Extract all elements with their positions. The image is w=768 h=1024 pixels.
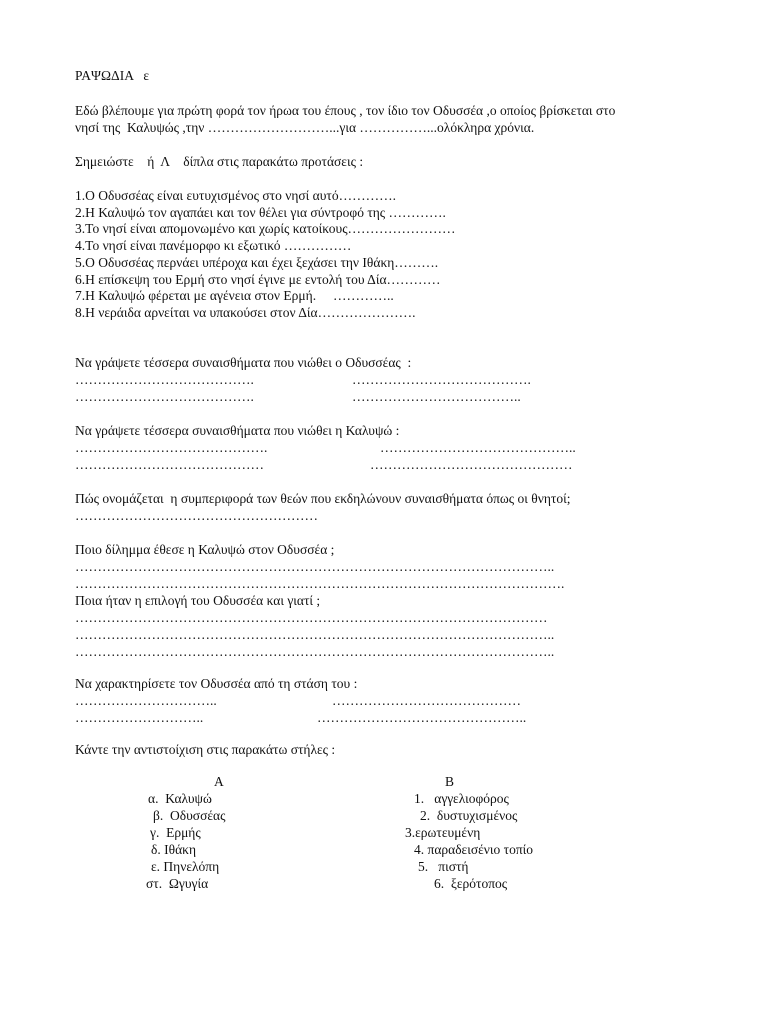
- odysseus-feelings-prompt: Να γράψετε τέσσερα συναισθήματα που νιώθει ο Οδυσσέας :: [75, 355, 412, 370]
- column-b-item: 1. αγγελιοφόρος: [414, 791, 509, 806]
- answer-line: ………………………………………………: [75, 508, 318, 523]
- characterize-prompt: Να χαρακτηρίσετε τον Οδυσσέα από τη στάση του :: [75, 676, 358, 691]
- column-a-header: Α: [214, 774, 224, 789]
- statement: 1.Ο Οδυσσέας είναι ευτυχισμένος στο νησί αυτό………….: [75, 188, 396, 203]
- answer-line: ……………………………………………………………………………………………..: [75, 627, 555, 642]
- matching-instruction: Κάντε την αντιστοίχιση στις παρακάτω στήλες :: [75, 742, 336, 757]
- answer-line: ………………………………………..: [317, 710, 527, 725]
- answer-line: ……………………………………………………………………………………………..: [75, 559, 555, 574]
- column-b-item: 4. παραδεισένιο τοπίο: [414, 842, 534, 857]
- answer-line: ……………………………………………………………………………………………..: [75, 644, 555, 659]
- column-a-item: δ. Ιθάκη: [151, 842, 197, 857]
- calypso-feelings-prompt: Να γράψετε τέσσερα συναισθήματα που νιώθει η Καλυψώ :: [75, 423, 400, 438]
- column-a-item: β. Οδυσσέας: [153, 808, 226, 823]
- answer-line: ……………………………………: [332, 693, 521, 708]
- answer-line: ……………………………………………………………………………………………: [75, 610, 548, 625]
- answer-line: ……………………………………………………………………………………………….: [75, 576, 565, 591]
- answer-line: ………………………………….: [75, 372, 254, 387]
- dilemma-prompt: Ποιο δίλημμα έθεσε η Καλυψώ στον Οδυσσέα ;: [75, 542, 335, 557]
- column-b-item: 6. ξερότοπος: [434, 876, 508, 891]
- answer-line: ……………………………………: [75, 457, 264, 472]
- statement: 8.Η νεράιδα αρνείται να υπακούσει στον Δία………………….: [75, 305, 416, 320]
- answer-line: …………………………………….: [75, 440, 268, 455]
- intro-line-1: Εδώ βλέπουμε για πρώτη φορά τον ήρωα του έπους , τον ίδιο τον Οδυσσέα ,ο οποίος βρίσκεται στο: [75, 103, 616, 118]
- column-b-header: Β: [445, 774, 455, 789]
- intro-line-2: νησί της Καλυψώς ,την ………………………...για ……………...ολόκληρα χρόνια.: [75, 120, 535, 135]
- statement: 5.Ο Οδυσσέας περνάει υπέροχα και έχει ξεχάσει την Ιθάκη……….: [75, 255, 439, 270]
- answer-line: ………………………………..: [352, 389, 521, 404]
- column-b-item: 5. πιστή: [418, 859, 469, 874]
- choice-prompt: Ποια ήταν η επιλογή του Οδυσσέα και γιατί ;: [75, 593, 321, 608]
- statement: 3.Το νησί είναι απομονωμένο και χωρίς κατοίκους……………………: [75, 221, 456, 236]
- column-a-item: γ. Ερμής: [150, 825, 201, 840]
- statement: 4.Το νησί είναι πανέμορφο κι εξωτικό ……………: [75, 238, 352, 253]
- column-a-item: α. Καλυψώ: [148, 791, 212, 806]
- column-a-item: στ. Ωγυγία: [146, 876, 209, 891]
- statement: 2.Η Καλυψώ τον αγαπάει και τον θέλει για σύντροφό της ………….: [75, 205, 446, 220]
- answer-line: ………………………………….: [75, 389, 254, 404]
- column-b-item: 2. δυστυχισμένος: [420, 808, 518, 823]
- answer-line: ………………………..: [75, 710, 204, 725]
- statement: 6.Η επίσκεψη του Ερμή στο νησί έγινε με εντολή του Δία…………: [75, 272, 441, 287]
- page-title: ΡΑΨΩΔΙΑ ε: [75, 68, 149, 83]
- statement: 7.Η Καλυψώ φέρεται με αγένεια στον Ερμή. …………..: [75, 288, 394, 303]
- answer-line: ………………………………………: [370, 457, 573, 472]
- answer-line: ……………………………………..: [380, 440, 576, 455]
- column-a-item: ε. Πηνελόπη: [151, 859, 220, 874]
- gods-behavior-prompt: Πώς ονομάζεται η συμπεριφορά των θεών που εκδηλώνουν συναισθήματα όπως οι θνητοί;: [75, 491, 571, 506]
- answer-line: ………………………………….: [352, 372, 531, 387]
- true-false-instruction: Σημειώστε ή Λ δίπλα στις παρακάτω προτάσεις :: [75, 154, 364, 169]
- answer-line: …………………………..: [75, 693, 217, 708]
- column-b-item: 3.ερωτευμένη: [405, 825, 481, 840]
